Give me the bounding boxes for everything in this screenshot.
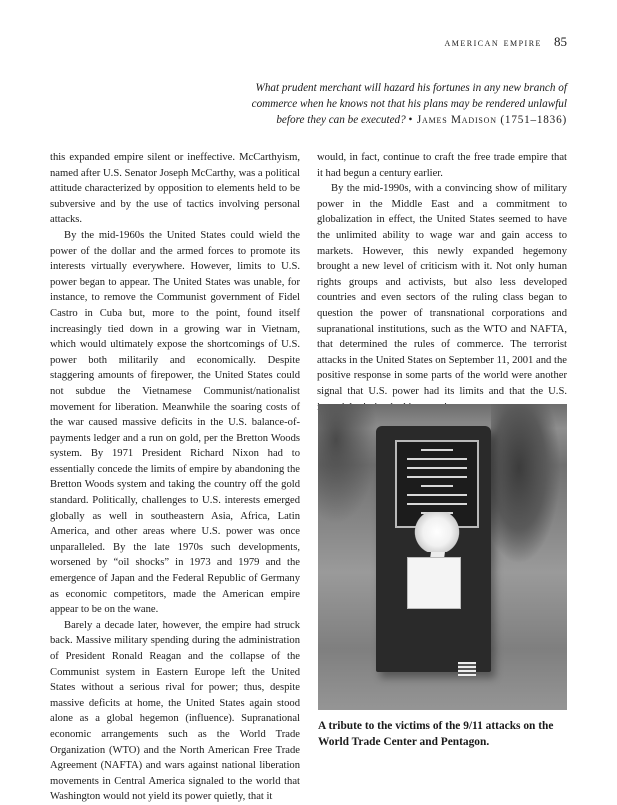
tree-foliage: [318, 404, 378, 524]
epigraph-attribution: • James Madison (1751–1836): [408, 114, 567, 126]
running-head: [445, 34, 567, 50]
epigraph: [247, 80, 567, 128]
epigraph-line-1: What prudent merchant will hazard his fortunes in any new branch of: [255, 82, 567, 94]
white-ribbon-bow: [413, 512, 461, 552]
right-column: [317, 150, 567, 415]
photo-caption: A tribute to the victims of the 9/11 attacks on the World Trade Center and Pentagon.: [318, 720, 554, 748]
memorial-post-photo: [318, 404, 567, 710]
tree-foliage: [491, 404, 561, 564]
epigraph-line-3: before they can be executed?: [276, 114, 406, 126]
page-number: 85: [554, 34, 567, 49]
paragraph: this expanded empire silent or ineffective. McCarthyism, named after U.S. Senator Joseph McCarthy, was a political attitude characterized by opposition to elements held to be subversive and by the use of tactics involving personal attacks.: [50, 152, 300, 226]
paragraph: By the mid-1990s, with a convincing show of military power in the Middle East and a commitment to globalization in effect, the United States seemed to have the unlimited ability to wage war and gain access to markets. However, this newly expanded hegemony brought a new level of criticism with it. Not only human rights groups and activists, but also less developed countries and even sectors of the ruling class began to question the power of transnational corporations and supranational institutions, such as the WTO and NAFTA, that determined the rules of commerce. The terrorist attacks in the United States on September 11, 2001 and the positive response in some parts of the world were another signal that U.S. power had its limits and that the U.S.: [317, 183, 567, 397]
paragraph: would, in fact, continue to craft the free trade empire that it had begun a century earlier.: [317, 152, 567, 179]
paragraph: Barely a decade later, however, the empire had struck back. Massive military spending during the administration of President Ronald Reagan and the collapse of the Communist system in Eastern Europe left the United States without a serious rival for power; thus, despite massive deficits at home, the United States again stood alone as a global hegemon (influence). Supranational economic arrangements such as the World Trade Organization (WTO) and the North American Free Trade Agreement (NAFTA) and wars against national liberation movements in Central America signaled to the world that Washington would not yield its power quietly, that it: [50, 619, 300, 803]
memorial-card: [407, 557, 461, 609]
small-flag-icon: [458, 662, 476, 676]
paragraph: By the mid-1960s the United States could wield the power of the dollar and the armed forces to promote its interests virtually everywhere. However, limits to U.S. power began to appear. The United States was unable, for instance, to remove the Communist government of Fidel Castro in Cuba but, more to the point, found itself increasingly tied down in a growing war in Vietnam, which would ultimately expose the shortcomings of U.S. power both militarily and economically. Despite staggering amounts of firepower, the United States could not subdue the Vietnamese Communist/nationalist movement for liberation. Meanwhile the soaring costs of the war caused massive deficits in the U.S. balance-of-payments ledger and a run on gold, per the Bretton Woods system. By 1971 President Richard Nixon had to essentially concede the limits of empire by abandoning the Bretton Woods system and taking the country off the gold standard. Politically, challenges to U.S. interests emerged globally as well in southeastern Asia, Africa, Latin America, and other areas where U.S. power was once unparalleled. By the late 1970s such developments, worsened by “oil shocks” in 1973 and 1979 and the emergence of Japan and the Federal Republic of Germany as economic competitors, made the American empire appear to be on the wane.: [50, 229, 300, 616]
running-head-title: american empire: [444, 37, 542, 49]
left-column: [50, 150, 300, 803]
epigraph-line-2: commerce when he knows not that his plans may be rendered unlawful: [251, 98, 567, 110]
